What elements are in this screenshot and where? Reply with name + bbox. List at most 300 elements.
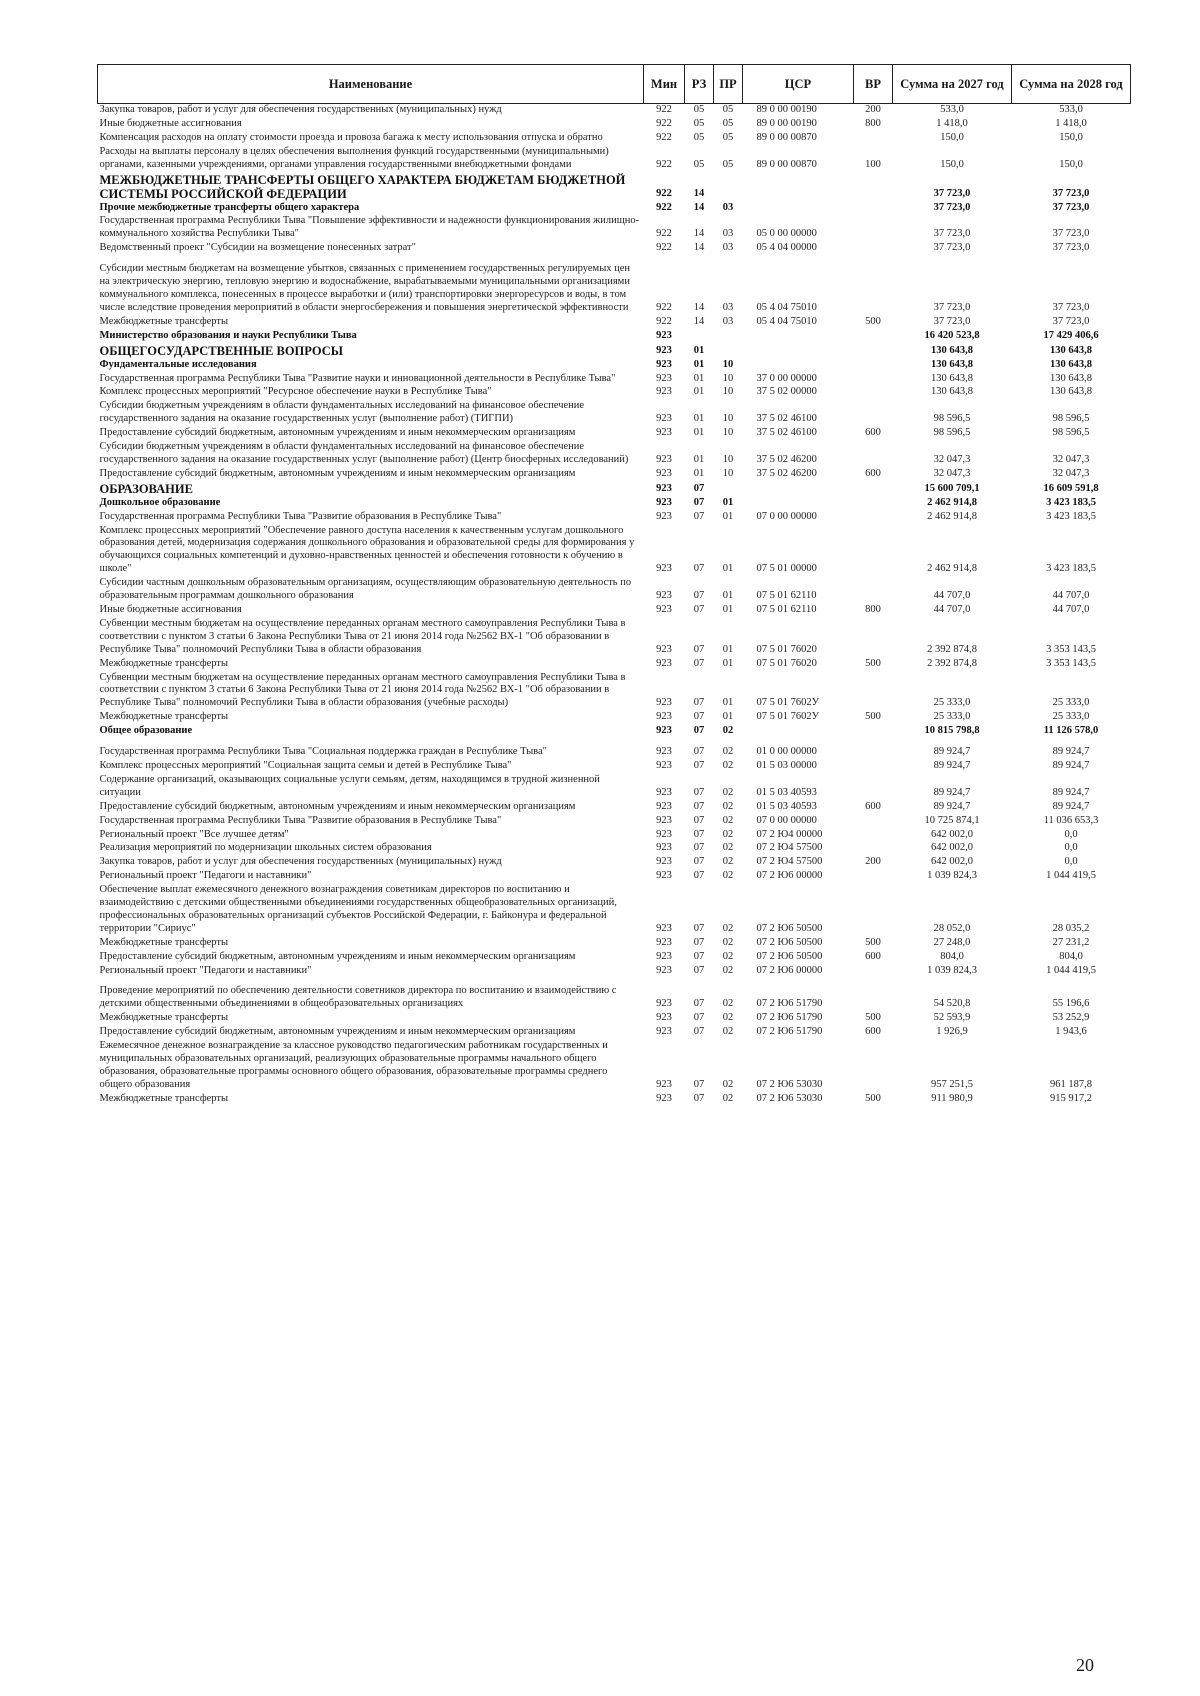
cell-sum-2027: 130 643,8 <box>931 358 973 370</box>
budget-table <box>97 64 1131 1107</box>
cell-sum-2028: 37 723,0 <box>1052 187 1090 199</box>
cell-min: 923 <box>656 711 672 723</box>
cell-min: 923 <box>656 372 672 384</box>
cell-min: 922 <box>656 228 672 240</box>
table-row <box>98 711 1131 725</box>
cell-sum-2027: 804,0 <box>940 950 964 962</box>
cell-csr: 05 0 00 00000 <box>756 228 817 240</box>
cell-vr: 600 <box>865 1026 881 1038</box>
cell-pr <box>714 482 743 497</box>
cell-rz: 07 <box>693 828 705 840</box>
cell-vr <box>854 525 893 578</box>
cell-name: Дошкольное образование <box>99 496 221 508</box>
table-row <box>98 618 1131 658</box>
cell-min: 923 <box>656 657 672 669</box>
cell-name: МЕЖБЮДЖЕТНЫЕ ТРАНСФЕРТЫ ОБЩЕГО ХАРАКТЕРА БЮДЖЕТАМ БЮДЖЕТНОЙ СИСТЕМЫ РОССИЙСКОЙ ФЕДЕРАЦИИ <box>99 172 626 201</box>
cell-rz: 07 <box>693 496 705 508</box>
table-row <box>98 242 1131 256</box>
cell-sum-2027: 37 723,0 <box>933 315 971 327</box>
cell-vr: 600 <box>865 427 881 439</box>
table-row <box>98 118 1131 132</box>
cell-sum-2027: 25 333,0 <box>933 711 971 723</box>
cell-min: 922 <box>656 315 672 327</box>
table-row <box>98 427 1131 441</box>
cell-vr <box>854 774 893 801</box>
cell-sum-2028: 37 723,0 <box>1052 228 1090 240</box>
cell-rz: 14 <box>693 187 705 199</box>
cell-sum-2028: 130 643,8 <box>1050 386 1092 398</box>
cell-sum-2027: 130 643,8 <box>931 344 973 356</box>
cell-vr: 200 <box>865 856 881 868</box>
table-row <box>98 132 1131 146</box>
cell-rz: 07 <box>693 482 705 494</box>
cell-pr: 03 <box>722 315 734 327</box>
cell-min: 923 <box>656 725 672 737</box>
cell-sum-2028: 533,0 <box>1059 104 1083 115</box>
cell-sum-2028: 53 252,9 <box>1052 1012 1090 1024</box>
cell-name: Субсидии местным бюджетам на возмещение убытков, связанных с применением государственных регулируемых цен на электрическую энергию, тепловую энергию и водоснабжение, вырабатываемыми муниципальными организациями коммунального комплекса, понесенных в процессе выработки и (или) транспортировки энергоресурсов и воды, в том числе вследствие проведения мероприятий в области энергосбережения и повышения энергетической эффективности <box>99 263 631 313</box>
cell-rz: 01 <box>693 344 705 356</box>
table-row <box>98 468 1131 482</box>
cell-pr: 03 <box>722 301 734 313</box>
cell-sum-2027: 37 723,0 <box>933 187 971 199</box>
table-row <box>98 482 1131 497</box>
cell-sum-2028: 130 643,8 <box>1050 344 1092 356</box>
cell-rz: 07 <box>693 842 705 854</box>
header-sum-2028: Сумма на 2028 год <box>1012 65 1131 104</box>
cell-rz: 05 <box>693 131 705 143</box>
cell-sum-2028: 37 723,0 <box>1052 301 1090 313</box>
table-row <box>98 577 1131 604</box>
cell-rz: 07 <box>693 786 705 798</box>
cell-sum-2028: 37 723,0 <box>1052 315 1090 327</box>
cell-sum-2028: 915 917,2 <box>1050 1092 1092 1104</box>
cell-vr: 100 <box>865 158 881 170</box>
cell-name: Межбюджетные трансферты <box>99 1092 229 1104</box>
table-row <box>98 386 1131 400</box>
cell-csr: 07 2 Ю6 53030 <box>756 1092 823 1104</box>
cell-sum-2027: 15 600 709,1 <box>924 482 980 494</box>
cell-csr: 07 5 01 7602У <box>756 697 820 709</box>
cell-sum-2027: 1 039 824,3 <box>927 870 977 882</box>
cell-pr: 02 <box>722 725 734 737</box>
table-row <box>98 739 1131 760</box>
cell-sum-2027: 98 596,5 <box>933 413 971 425</box>
cell-rz: 07 <box>693 1026 705 1038</box>
cell-min: 923 <box>656 697 672 709</box>
cell-pr: 01 <box>722 510 734 522</box>
cell-min: 922 <box>656 242 672 254</box>
table-row <box>98 316 1131 330</box>
cell-rz: 05 <box>693 104 705 115</box>
cell-sum-2027: 911 980,9 <box>931 1092 973 1104</box>
cell-vr <box>854 672 893 712</box>
cell-csr: 07 2 Ю6 00000 <box>756 870 823 882</box>
cell-name: Межбюджетные трансферты <box>99 657 229 669</box>
cell-vr <box>854 739 893 760</box>
cell-csr: 37 5 02 46100 <box>756 427 817 439</box>
cell-name: Иные бюджетные ассигнования <box>99 604 242 615</box>
table-body <box>98 104 1131 1107</box>
cell-sum-2027: 98 596,5 <box>933 427 971 439</box>
cell-csr: 07 2 Ю4 00000 <box>756 828 823 840</box>
cell-sum-2027: 27 248,0 <box>933 936 971 948</box>
cell-sum-2027: 52 593,9 <box>933 1012 971 1024</box>
cell-vr <box>854 344 893 359</box>
cell-vr: 500 <box>865 315 881 327</box>
table-row <box>98 884 1131 937</box>
cell-pr: 02 <box>722 746 734 758</box>
table-row <box>98 870 1131 884</box>
cell-csr: 01 5 03 40593 <box>756 800 817 812</box>
cell-name: Общее образование <box>99 725 193 737</box>
cell-csr: 05 4 04 75010 <box>756 301 817 313</box>
cell-vr <box>854 173 893 202</box>
cell-sum-2027: 89 924,7 <box>933 800 971 812</box>
cell-csr: 07 2 Ю4 57500 <box>756 856 823 868</box>
table-row <box>98 202 1131 216</box>
cell-pr: 02 <box>722 870 734 882</box>
cell-min: 922 <box>656 201 672 213</box>
cell-vr: 800 <box>865 117 881 129</box>
cell-csr: 07 2 Ю6 50500 <box>756 950 823 962</box>
cell-rz: 07 <box>693 563 705 575</box>
cell-pr: 01 <box>722 563 734 575</box>
cell-vr: 500 <box>865 657 881 669</box>
cell-csr: 37 5 02 46200 <box>756 453 817 465</box>
table-row <box>98 856 1131 870</box>
cell-sum-2028: 0,0 <box>1064 856 1078 868</box>
cell-csr: 37 0 00 00000 <box>756 372 817 384</box>
cell-sum-2027: 10 815 798,8 <box>924 725 980 737</box>
cell-vr <box>854 829 893 843</box>
cell-csr: 89 0 00 00190 <box>756 117 817 129</box>
cell-sum-2027: 37 723,0 <box>933 242 971 254</box>
cell-min: 923 <box>656 643 672 655</box>
cell-rz: 07 <box>693 604 705 615</box>
cell-sum-2028: 11 036 653,3 <box>1043 814 1099 826</box>
cell-vr <box>854 441 893 468</box>
cell-name: ОБРАЗОВАНИЕ <box>99 481 193 496</box>
cell-sum-2027: 130 643,8 <box>931 372 973 384</box>
cell-sum-2027: 957 251,5 <box>931 1078 973 1090</box>
cell-min: 923 <box>656 800 672 812</box>
cell-rz: 07 <box>693 1092 705 1104</box>
cell-name: ОБЩЕГОСУДАРСТВЕННЫЕ ВОПРОСЫ <box>99 343 343 358</box>
cell-pr: 02 <box>722 1078 734 1090</box>
cell-name: Межбюджетные трансферты <box>99 711 229 723</box>
cell-pr: 02 <box>722 964 734 976</box>
budget-sheet <box>97 64 1130 1107</box>
cell-name: Предоставление субсидий бюджетным, автономным учреждениям и иным некоммерческим организациям <box>99 950 576 962</box>
cell-vr: 800 <box>865 604 881 615</box>
cell-rz: 14 <box>693 315 705 327</box>
cell-rz: 07 <box>693 964 705 976</box>
table-row <box>98 373 1131 387</box>
cell-sum-2028: 3 353 143,5 <box>1046 657 1096 669</box>
cell-pr: 10 <box>722 427 734 439</box>
cell-sum-2028: 44 707,0 <box>1052 590 1090 602</box>
cell-vr <box>854 400 893 427</box>
cell-csr: 07 2 Ю6 51790 <box>756 1026 823 1038</box>
table-row <box>98 1026 1131 1040</box>
cell-rz: 07 <box>693 856 705 868</box>
table-row <box>98 801 1131 815</box>
cell-vr: 500 <box>865 936 881 948</box>
header-csr: ЦСР <box>743 65 854 104</box>
cell-sum-2028: 11 126 578,0 <box>1043 725 1099 737</box>
cell-rz: 07 <box>693 870 705 882</box>
cell-vr <box>854 132 893 146</box>
cell-rz: 07 <box>693 1078 705 1090</box>
cell-vr <box>854 373 893 387</box>
header-pr: ПР <box>714 65 743 104</box>
cell-pr: 01 <box>722 657 734 669</box>
cell-min: 923 <box>656 998 672 1010</box>
table-row <box>98 672 1131 712</box>
cell-pr: 02 <box>722 922 734 934</box>
cell-vr <box>854 242 893 256</box>
cell-csr: 07 2 Ю6 00000 <box>756 964 823 976</box>
cell-sum-2028: 55 196,6 <box>1052 998 1090 1010</box>
cell-csr: 01 5 03 40593 <box>756 786 817 798</box>
cell-pr: 01 <box>722 590 734 602</box>
cell-name: Расходы на выплаты персоналу в целях обеспечения выполнения функций государственными (муниципальными) органами, казенными учреждениями, органами управления государственными внебюджетными фондами <box>99 145 609 170</box>
cell-vr <box>854 725 893 739</box>
cell-pr: 10 <box>722 413 734 425</box>
cell-pr: 02 <box>722 1092 734 1104</box>
table-row <box>98 173 1131 202</box>
header-min: Мин <box>644 65 685 104</box>
cell-csr <box>743 344 854 359</box>
cell-sum-2027: 2 462 914,8 <box>927 496 977 508</box>
cell-csr <box>743 359 854 373</box>
cell-min: 922 <box>656 117 672 129</box>
cell-vr <box>854 511 893 525</box>
header-vr: ВР <box>854 65 893 104</box>
cell-sum-2027: 2 392 874,8 <box>927 643 977 655</box>
cell-csr: 05 4 04 00000 <box>756 242 817 254</box>
cell-csr: 07 0 00 00000 <box>756 814 817 826</box>
cell-sum-2028: 27 231,2 <box>1052 936 1090 948</box>
cell-pr: 02 <box>722 856 734 868</box>
cell-name: Субвенции местным бюджетам на осуществление переданных органам местного самоуправления Республики Тыва в соответствии с пунктом 3 статьи 6 Закона Республики Тыва от 21 июня 2014 года №2562 ВХ-1 "Об образовании в Республике Тыва" полномочий Республики Тыва в области образования (учебные расходы) <box>99 671 626 709</box>
cell-csr: 01 5 03 00000 <box>756 759 817 771</box>
cell-csr: 07 2 Ю6 51790 <box>756 1012 823 1024</box>
cell-name: Обеспечение выплат ежемесячного денежного вознаграждения советникам директоров по воспитанию и взаимодействию с детскими общественными объединениями государственных общеобразовательных организаций, профессиональных образовательных организаций субъектов Российской Федерации, г. Байконура и федеральной территории "Сириус" <box>99 884 617 934</box>
table-row <box>98 604 1131 618</box>
table-row <box>98 497 1131 511</box>
cell-rz: 07 <box>693 814 705 826</box>
cell-min: 923 <box>656 950 672 962</box>
cell-sum-2028: 150,0 <box>1059 158 1083 170</box>
cell-vr: 500 <box>865 1012 881 1024</box>
cell-pr <box>714 173 743 202</box>
cell-min: 922 <box>656 158 672 170</box>
cell-vr <box>854 577 893 604</box>
cell-pr: 10 <box>722 467 734 479</box>
cell-min: 923 <box>656 759 672 771</box>
cell-sum-2028: 16 609 591,8 <box>1043 482 1099 494</box>
cell-sum-2027: 130 643,8 <box>931 386 973 398</box>
cell-name: Государственная программа Республики Тыва "Социальная поддержка граждан в Республике Тыва" <box>99 746 547 758</box>
cell-min: 923 <box>656 467 672 479</box>
cell-rz: 07 <box>693 800 705 812</box>
cell-name: Государственная программа Республики Тыва "Развитие науки и инновационной деятельности в Республике Тыва" <box>99 372 616 384</box>
cell-csr <box>743 725 854 739</box>
cell-min: 923 <box>656 786 672 798</box>
cell-csr: 37 5 02 46100 <box>756 413 817 425</box>
cell-rz: 01 <box>693 386 705 398</box>
page-number: 20 <box>1076 1655 1094 1675</box>
cell-min: 923 <box>656 344 672 356</box>
cell-vr <box>854 815 893 829</box>
cell-rz: 07 <box>693 759 705 771</box>
cell-sum-2027: 150,0 <box>940 131 964 143</box>
cell-sum-2027: 89 924,7 <box>933 786 971 798</box>
cell-rz: 07 <box>693 643 705 655</box>
cell-name: Региональный проект "Педагоги и наставники" <box>99 870 312 882</box>
cell-name: Межбюджетные трансферты <box>99 315 229 327</box>
cell-vr <box>854 359 893 373</box>
cell-sum-2027: 44 707,0 <box>933 604 971 615</box>
cell-sum-2028: 3 423 183,5 <box>1046 563 1096 575</box>
cell-min: 923 <box>656 814 672 826</box>
cell-rz: 07 <box>693 998 705 1010</box>
cell-sum-2028: 32 047,3 <box>1052 453 1090 465</box>
cell-csr: 01 0 00 00000 <box>756 746 817 758</box>
cell-name: Субсидии бюджетным учреждениям в области фундаментальных исследований на финансовое обеспечение государственного задания на оказание государственных услуг (выполнение работ) (ТИГПИ) <box>99 400 585 425</box>
cell-vr <box>854 1040 893 1093</box>
cell-min: 923 <box>656 964 672 976</box>
cell-name: Межбюджетные трансферты <box>99 936 229 948</box>
table-row <box>98 965 1131 979</box>
cell-csr: 37 5 02 00000 <box>756 386 817 398</box>
cell-sum-2027: 89 924,7 <box>933 759 971 771</box>
table-row <box>98 815 1131 829</box>
cell-rz: 07 <box>693 936 705 948</box>
cell-rz: 01 <box>693 453 705 465</box>
table-row <box>98 1012 1131 1026</box>
cell-pr: 02 <box>722 1012 734 1024</box>
cell-min: 922 <box>656 301 672 313</box>
cell-pr: 02 <box>722 759 734 771</box>
cell-rz: 01 <box>693 413 705 425</box>
cell-vr <box>854 978 893 1012</box>
cell-pr: 02 <box>722 842 734 854</box>
cell-pr: 05 <box>722 158 734 170</box>
cell-sum-2028: 44 707,0 <box>1052 604 1090 615</box>
cell-sum-2027: 37 723,0 <box>933 301 971 313</box>
cell-name: Комплекс процессных мероприятий "Ресурсное обеспечение науки в Республике Тыва" <box>99 386 492 398</box>
table-row <box>98 104 1131 118</box>
cell-sum-2027: 37 723,0 <box>933 201 971 213</box>
cell-min: 923 <box>656 1012 672 1024</box>
table-row <box>98 525 1131 578</box>
header-name: Наименование <box>98 65 644 104</box>
cell-sum-2027: 533,0 <box>940 104 964 115</box>
cell-vr <box>854 965 893 979</box>
cell-pr: 10 <box>722 386 734 398</box>
cell-pr: 02 <box>722 786 734 798</box>
cell-name: Предоставление субсидий бюджетным, автономным учреждениям и иным некоммерческим организациям <box>99 800 576 812</box>
cell-rz: 07 <box>693 950 705 962</box>
cell-name: Государственная программа Республики Тыва "Развитие образования в Республике Тыва" <box>99 814 502 826</box>
cell-csr: 07 2 Ю6 51790 <box>756 998 823 1010</box>
cell-sum-2028: 1 418,0 <box>1055 117 1087 129</box>
cell-sum-2028: 37 723,0 <box>1052 242 1090 254</box>
cell-pr: 02 <box>722 998 734 1010</box>
table-row <box>98 359 1131 373</box>
table-row <box>98 1093 1131 1107</box>
header-sum-2027: Сумма на 2027 год <box>893 65 1012 104</box>
cell-sum-2028: 1 943,6 <box>1055 1026 1087 1038</box>
cell-vr: 200 <box>865 104 881 115</box>
cell-name: Министерство образования и науки Республики Тыва <box>99 329 357 341</box>
cell-sum-2027: 89 924,7 <box>933 746 971 758</box>
cell-name: Прочие межбюджетные трансферты общего характера <box>99 201 360 213</box>
table-row <box>98 760 1131 774</box>
table-row <box>98 842 1131 856</box>
cell-vr <box>854 884 893 937</box>
cell-sum-2028: 1 044 419,5 <box>1046 870 1096 882</box>
cell-sum-2027: 32 047,3 <box>933 453 971 465</box>
cell-min: 923 <box>656 510 672 522</box>
cell-csr: 07 5 01 62110 <box>756 590 817 602</box>
table-row <box>98 400 1131 427</box>
cell-csr: 07 5 01 76020 <box>756 643 817 655</box>
cell-sum-2028: 25 333,0 <box>1052 697 1090 709</box>
cell-csr <box>743 497 854 511</box>
cell-rz: 07 <box>693 1012 705 1024</box>
cell-sum-2028: 0,0 <box>1064 842 1078 854</box>
cell-rz: 07 <box>693 922 705 934</box>
cell-sum-2027: 642 002,0 <box>931 856 973 868</box>
cell-sum-2027: 1 418,0 <box>936 117 968 129</box>
cell-pr: 10 <box>722 453 734 465</box>
cell-sum-2027: 28 052,0 <box>933 922 971 934</box>
cell-sum-2028: 150,0 <box>1059 131 1083 143</box>
cell-vr <box>854 202 893 216</box>
cell-pr: 02 <box>722 936 734 948</box>
cell-sum-2028: 17 429 406,6 <box>1043 329 1099 341</box>
cell-min: 923 <box>656 1026 672 1038</box>
cell-vr <box>854 870 893 884</box>
cell-csr: 89 0 00 00190 <box>756 104 817 115</box>
cell-rz: 05 <box>693 117 705 129</box>
cell-csr: 07 5 01 00000 <box>756 563 817 575</box>
cell-name: Ежемесячное денежное вознаграждение за классное руководство педагогическим работникам государственных и муниципальных образовательных организаций, реализующих образовательные программы начального общего образования, образовательные программы основного общего образования, образовательные программы среднего общего образования <box>99 1040 608 1090</box>
cell-pr: 10 <box>722 358 734 370</box>
cell-name: Комплекс процессных мероприятий "Обеспечение равного доступа населения к качественным услугам дошкольного образования детей, модернизация содержания дошкольного образования и образовательной среды для формирования у обучающихся социальных компетенций и духовно-нравственных ценностей и обеспечения готовности к обучению в школе" <box>99 524 635 575</box>
cell-min: 923 <box>656 604 672 615</box>
cell-vr: 600 <box>865 950 881 962</box>
cell-rz: 07 <box>693 510 705 522</box>
cell-sum-2027: 10 725 874,1 <box>924 814 980 826</box>
cell-min: 922 <box>656 187 672 199</box>
cell-rz <box>685 330 714 344</box>
cell-name: Субвенции местным бюджетам на осуществление переданных органам местного самоуправления Республики Тыва в соответствии с пунктом 3 статьи 6 Закона Республики Тыва от 21 июня 2014 года №2562 ВХ-1 "Об образовании в Республике Тыва" полномочий Республики Тыва в области образования <box>99 617 626 655</box>
cell-name: Закупка товаров, работ и услуг для обеспечения государственных (муниципальных) нужд <box>99 856 502 868</box>
cell-sum-2027: 642 002,0 <box>931 828 973 840</box>
cell-sum-2028: 98 596,5 <box>1052 413 1090 425</box>
cell-name: Комплекс процессных мероприятий "Социальная защита семьи и детей в Республике Тыва" <box>99 759 512 771</box>
cell-name: Ведомственный проект "Субсидии на возмещение понесенных затрат" <box>99 242 416 254</box>
cell-csr: 37 5 02 46200 <box>756 467 817 479</box>
cell-csr: 07 2 Ю4 57500 <box>756 842 823 854</box>
cell-name: Предоставление субсидий бюджетным, автономным учреждениям и иным некоммерческим организациям <box>99 427 576 439</box>
table-row <box>98 256 1131 316</box>
